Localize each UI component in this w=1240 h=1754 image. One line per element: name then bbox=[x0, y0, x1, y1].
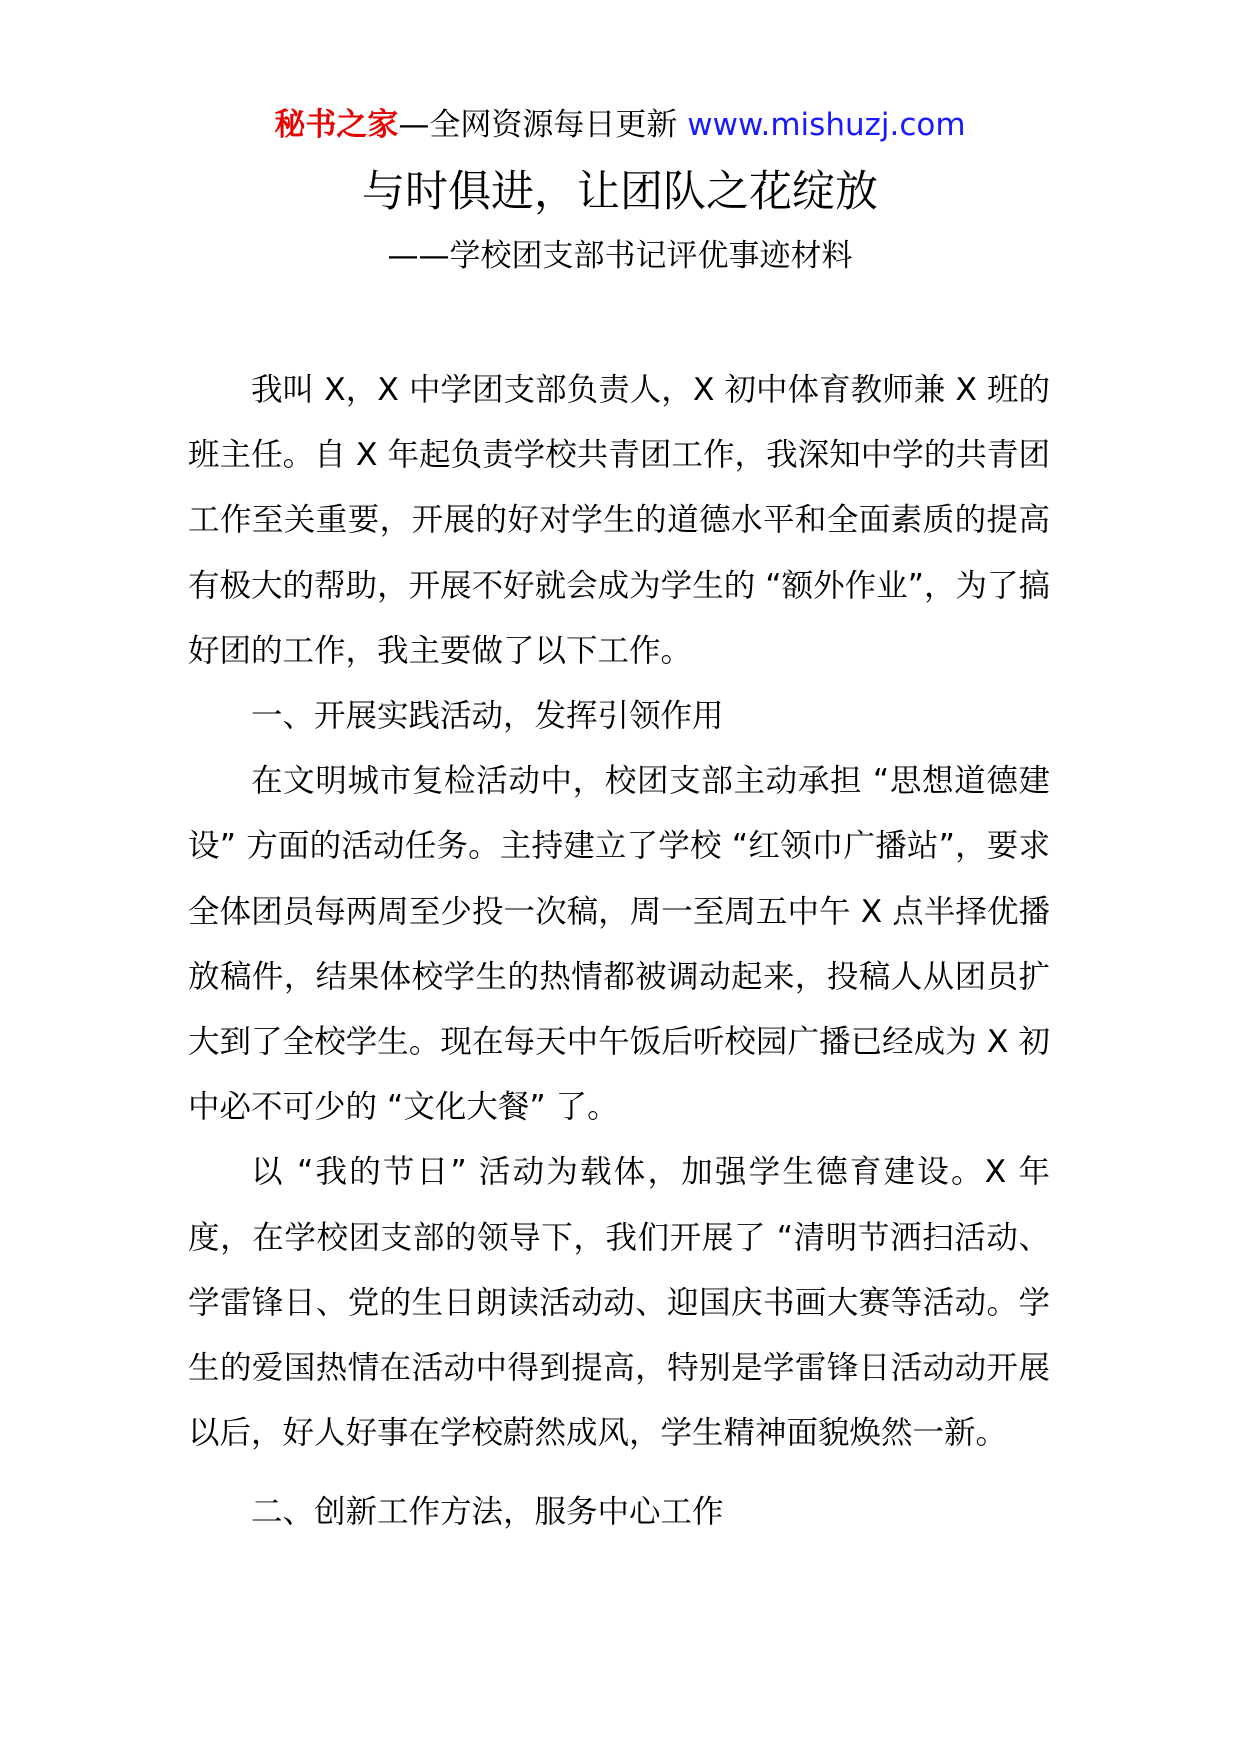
document-body bbox=[188, 358, 1050, 1546]
document-subtitle: ——学校团支部书记评优事迹材料 bbox=[387, 238, 853, 274]
paragraph-intro: 我叫 X，X 中学团支部负责人，X 初中体育教师兼 X 班的班主任。自 X 年起负责学校共青团工作，我深知中学的共青团工作至关重要，开展的好对学生的道德水平和全面素质的提高有极大的帮助，开展不好就会成为学生的 “额外作业”，为了搞好团的工作，我主要做了以下工作。 bbox=[188, 372, 1050, 669]
site-header bbox=[0, 100, 1240, 150]
section-heading-1: 一、开展实践活动，发挥引领作用 bbox=[251, 698, 724, 735]
paragraph-my-festival: 以 “我的节日” 活动为载体，加强学生德育建设。X 年度，在学校团支部的领导下，我们开展了 “清明节洒扫活动、学雷锋日、党的生日朗读活动动、迎国庆书画大赛等活动。学生的爱国热情在活动中得到提高，特别是学雷锋日活动动开展以后，好人好事在学校蔚然成风，学生精神面貌焕然一新。 bbox=[188, 1154, 1050, 1452]
document-title: 与时俱进，让团队之花绽放 bbox=[362, 167, 878, 217]
paragraph-civilization-city: 在文明城市复检活动中，校团支部主动承担 “思想道德建设” 方面的活动任务。主持建立了学校 “红领巾广播站”，要求全体团员每两周至少投一次稿，周一至周五中午 X 点半择优播放稿件，结果体校学生的热情都被调动起来，投稿人从团员扩大到了全校学生。现在每天中午饭后听校园广播已经成为 X 初中必不可少的 “文化大餐” 了。 bbox=[188, 763, 1050, 1126]
site-slogan: —全网资源每日更新 bbox=[398, 107, 688, 143]
brand-name: 秘书之家 bbox=[274, 107, 399, 143]
site-url[interactable]: www.mishuzj.com bbox=[687, 107, 966, 143]
section-heading-2: 二、创新工作方法，服务中心工作 bbox=[251, 1494, 724, 1531]
